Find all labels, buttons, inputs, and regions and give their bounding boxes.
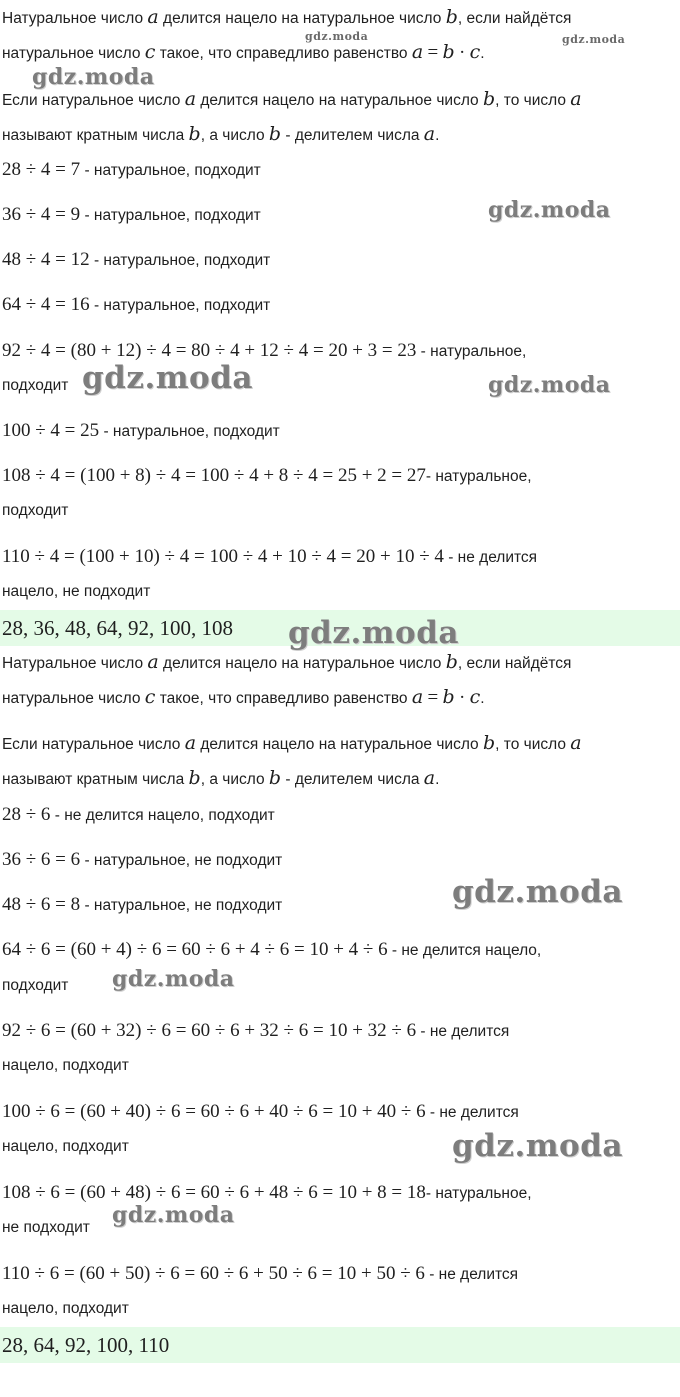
answer-bar: 28, 36, 48, 64, 92, 100, 108 [0,610,680,646]
definition-line: называют кратным числа 𝑏, а число 𝑏 - делителем числа 𝑎. [2,124,440,145]
calc-line: 100 ÷ 6 = (60 + 40) ÷ 6 = 60 ÷ 6 + 40 ÷ 6 = 10 + 40 ÷ 6 - не делится [2,1101,519,1122]
answer-bar: 28, 64, 92, 100, 110 [0,1327,680,1363]
definition-line: натуральное число 𝑐 такое, что справедливо равенство 𝑎 = 𝑏 · 𝑐. [2,687,485,708]
calc-line: 48 ÷ 4 = 12 - натуральное, подходит [2,249,271,270]
calc-line: 92 ÷ 6 = (60 + 32) ÷ 6 = 60 ÷ 6 + 32 ÷ 6 = 10 + 32 ÷ 6 - не делится [2,1020,510,1041]
definition-line: Натуральное число 𝑎 делится нацело на натуральное число 𝑏, если найдётся [2,652,572,673]
calc-line: 108 ÷ 4 = (100 + 8) ÷ 4 = 100 ÷ 4 + 8 ÷ 4 = 25 + 2 = 27- натуральное, [2,465,532,486]
watermark: gdz.moda [562,33,626,46]
definition-line: Если натуральное число 𝑎 делится нацело на натуральное число 𝑏, то число 𝑎 [2,89,582,110]
watermark: gdz.moda [488,372,611,398]
watermark: gdz.moda [82,360,253,396]
calc-line: 110 ÷ 6 = (60 + 50) ÷ 6 = 60 ÷ 6 + 50 ÷ 6 = 10 + 50 ÷ 6 - не делится [2,1263,519,1284]
calc-line: 110 ÷ 4 = (100 + 10) ÷ 4 = 100 ÷ 4 + 10 ÷ 4 = 20 + 10 ÷ 4 - не делится [2,546,538,567]
calc-line: не подходит [2,1219,90,1236]
calc-line: 100 ÷ 4 = 25 - натуральное, подходит [2,420,280,441]
calc-line: нацело, подходит [2,1057,129,1074]
calc-line: 64 ÷ 6 = (60 + 4) ÷ 6 = 60 ÷ 6 + 4 ÷ 6 = 10 + 4 ÷ 6 - не делится нацело, [2,939,542,960]
calc-line: 36 ÷ 4 = 9 - натуральное, подходит [2,204,261,225]
calc-line: подходит [2,377,69,394]
calc-line: 108 ÷ 6 = (60 + 48) ÷ 6 = 60 ÷ 6 + 48 ÷ 6 = 10 + 8 = 18- натуральное, [2,1182,532,1203]
definition-line: Если натуральное число 𝑎 делится нацело на натуральное число 𝑏, то число 𝑎 [2,733,582,754]
watermark: gdz.moda [452,1128,623,1164]
definition-line: называют кратным числа 𝑏, а число 𝑏 - делителем числа 𝑎. [2,768,440,789]
watermark: gdz.moda [488,197,611,223]
calc-line: нацело, подходит [2,1138,129,1155]
definition-line: натуральное число 𝑐 такое, что справедливо равенство 𝑎 = 𝑏 · 𝑐. [2,42,485,63]
calc-line: 28 ÷ 6 - не делится нацело, подходит [2,804,275,825]
calc-line: подходит [2,502,69,519]
watermark: gdz.moda [452,874,623,910]
calc-line: 48 ÷ 6 = 8 - натуральное, не подходит [2,894,283,915]
calc-line: 36 ÷ 6 = 6 - натуральное, не подходит [2,849,283,870]
calc-line: нацело, подходит [2,1300,129,1317]
definition-line: Натуральное число 𝑎 делится нацело на натуральное число 𝑏, если найдётся [2,7,572,28]
watermark: gdz.moda [112,1202,235,1228]
watermark: gdz.moda [112,966,235,992]
watermark: gdz.moda [32,64,155,90]
calc-line: 28 ÷ 4 = 7 - натуральное, подходит [2,159,261,180]
calc-line: 64 ÷ 4 = 16 - натуральное, подходит [2,294,271,315]
watermark: gdz.moda [305,30,369,43]
calc-line: 92 ÷ 4 = (80 + 12) ÷ 4 = 80 ÷ 4 + 12 ÷ 4 = 20 + 3 = 23 - натуральное, [2,340,527,361]
calc-line: подходит [2,977,69,994]
calc-line: нацело, не подходит [2,583,151,600]
watermark: gdz.moda [288,615,459,651]
